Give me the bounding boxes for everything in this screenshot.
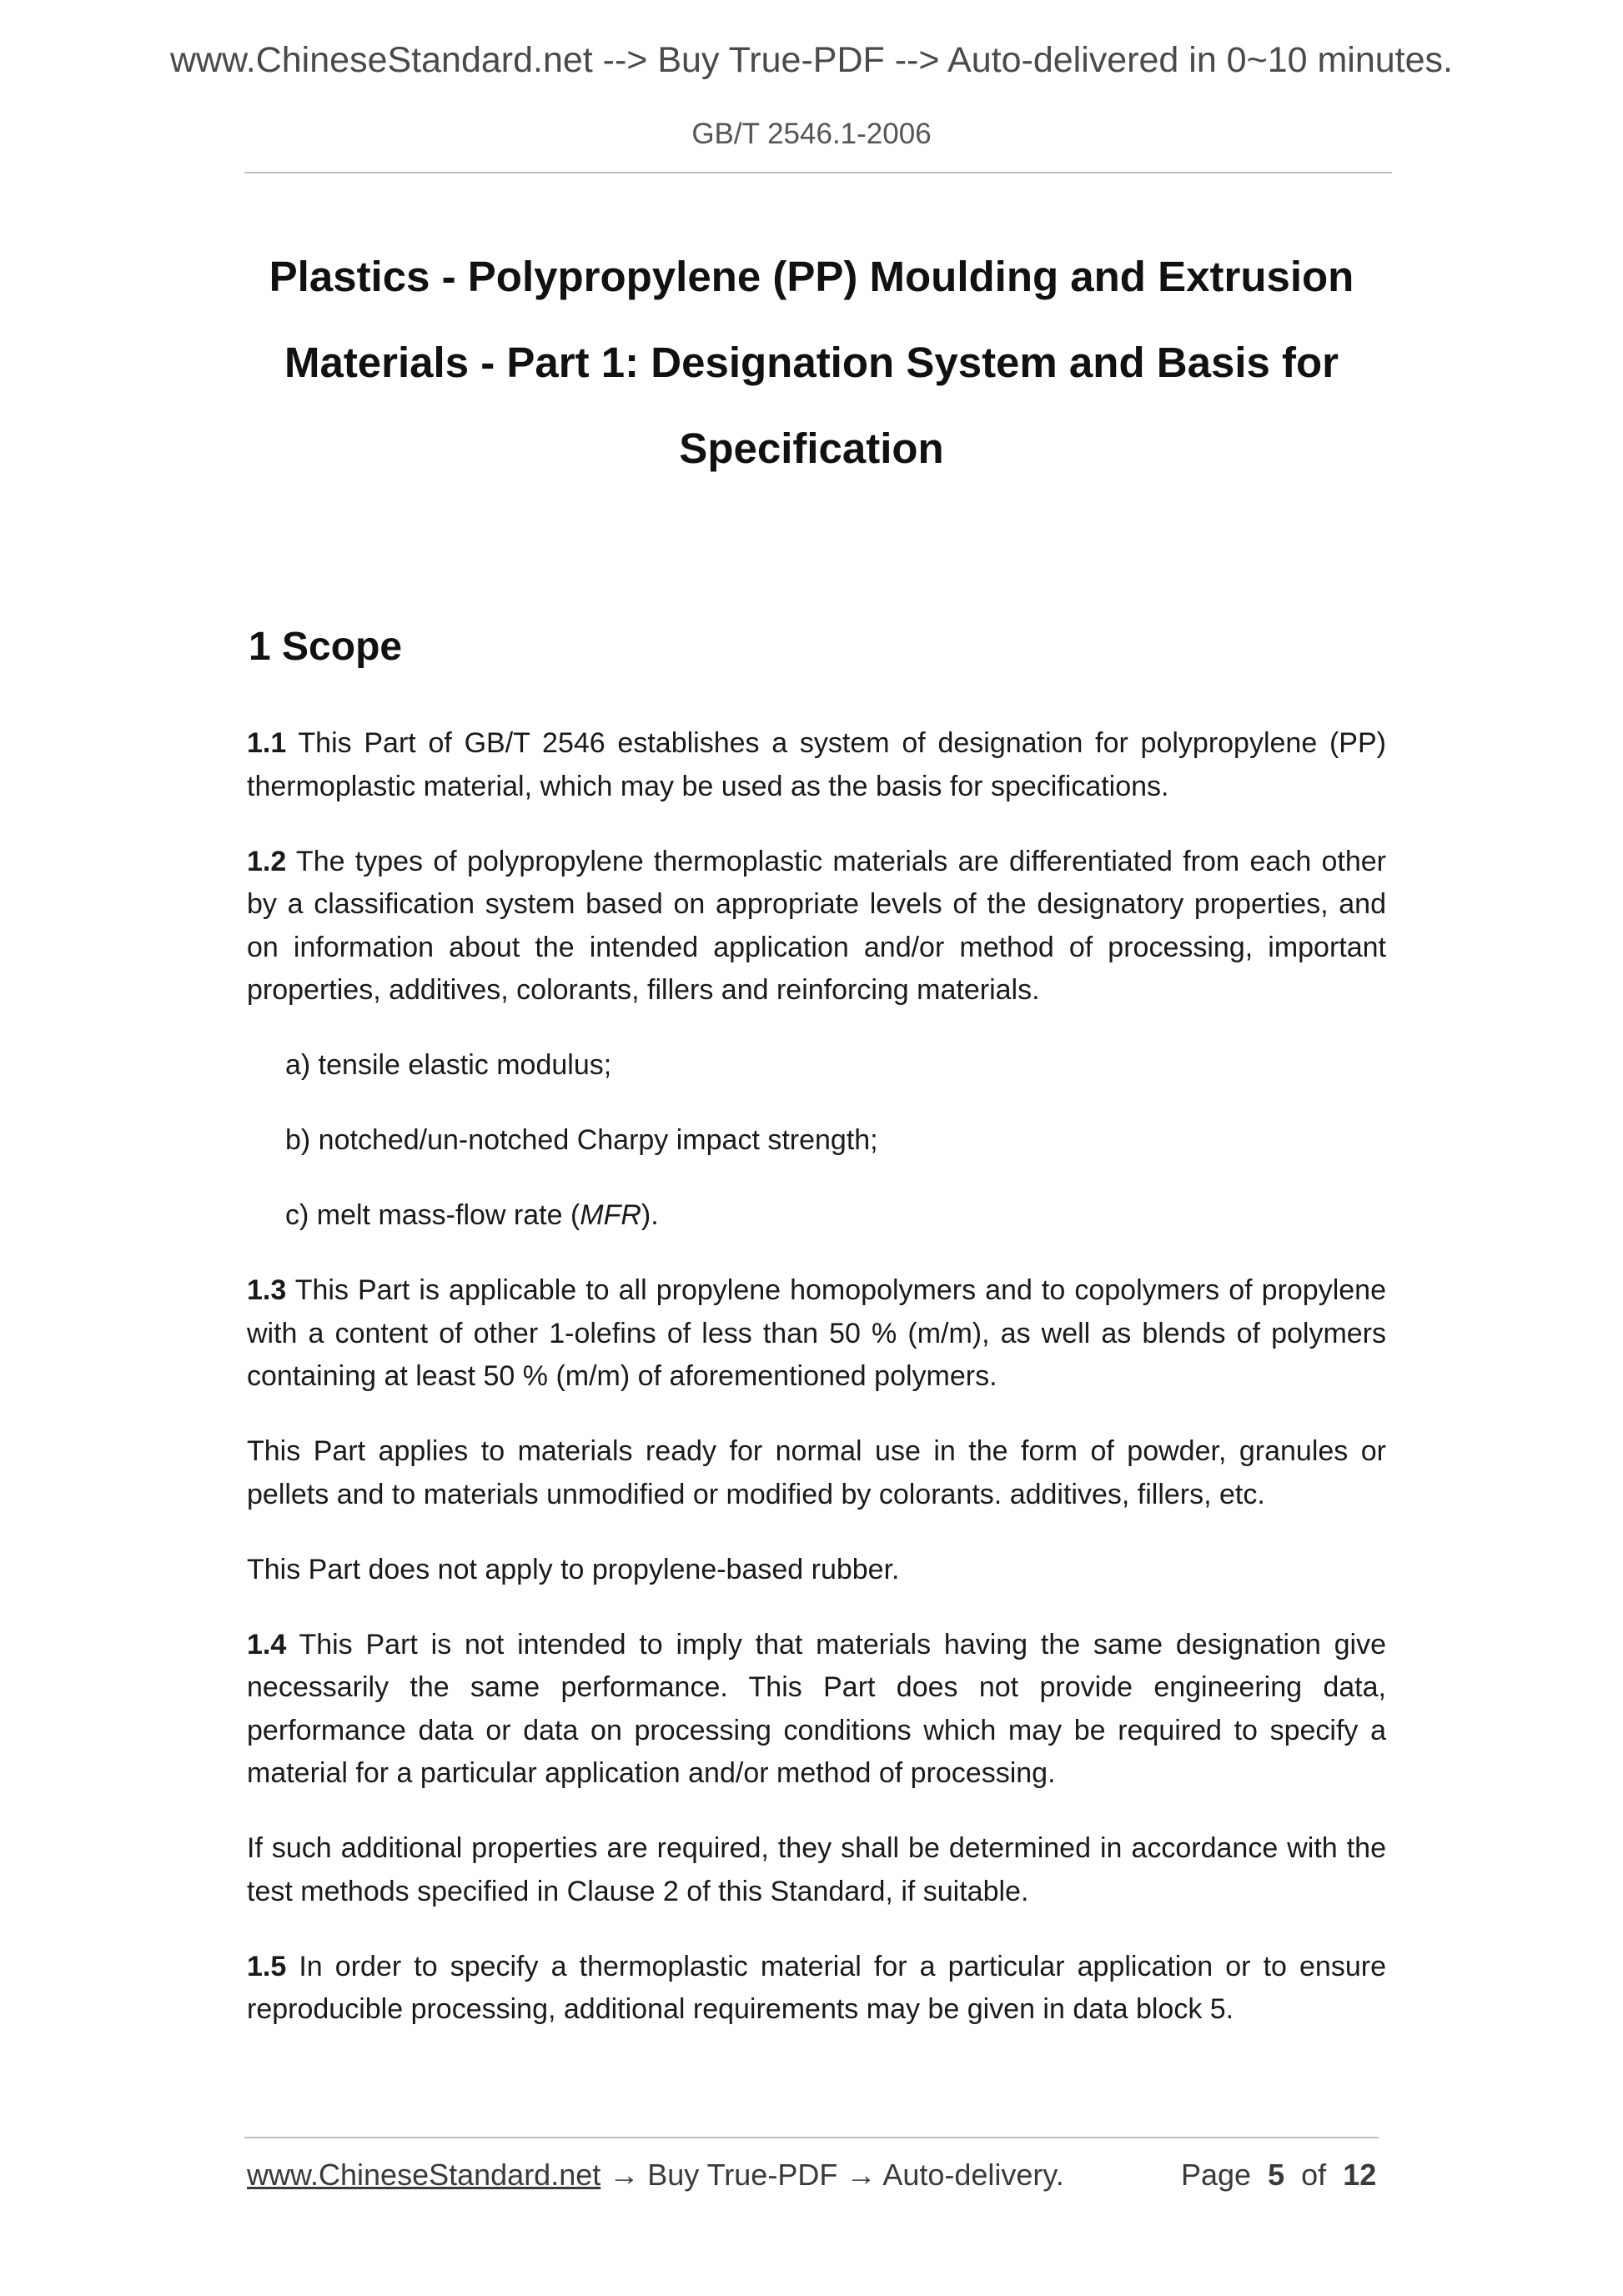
title-line-3: Specification [679,425,944,472]
scope-body [247,722,1386,2063]
page-indicator [1181,2158,1376,2193]
document-title [217,234,1406,491]
paragraph-1-3 [247,1269,1386,1399]
paragraph-1-4 [247,1624,1386,1796]
clause-number: 1.3 [247,1274,287,1306]
top-banner: www.ChineseStandard.net --> Buy True-PDF --> Auto-delivered in 0~10 minutes. [169,40,1453,80]
paragraph-1-2 [247,841,1386,1012]
footer-link [247,2158,1064,2193]
clause-number: 1.1 [247,727,287,759]
page-label: Page [1181,2158,1252,2192]
page-number: 5 [1268,2158,1285,2192]
paragraph-text: This Part is not intended to imply that materials having the same designation give necessarily the same performance. This Part does not provide engineering data, performance data or data on processing conditions which may be required to specify a material for a particular application and/or method of processing. [247,1628,1386,1789]
header-divider [244,172,1392,173]
clause-number: 1.2 [247,845,287,877]
paragraph-text: This Part is applicable to all propylene homopolymers and to copolymers of propylene with a content of other 1-olefins of less than 50 % (m/m), as well as blends of polymers containing at least 50 % (m/m) of aforementioned polymers. [247,1274,1386,1392]
footer-link-suffix: → Buy True-PDF → Auto-delivery. [600,2158,1064,2192]
page-total: 12 [1343,2158,1377,2192]
paragraph-text: This Part of GB/T 2546 establishes a system of designation for polypropylene (PP) thermoplastic material, which may be used as the basis for specifications. [247,727,1386,802]
title-line-1: Plastics - Polypropylene (PP) Moulding and Extrusion [269,253,1354,300]
list-item-text: c) melt mass-flow rate ( [285,1199,580,1231]
paragraph-1-5 [247,1946,1386,2032]
paragraph-text: The types of polypropylene thermoplastic materials are differentiated from each other by a classification system based on appropriate levels of the designatory properties, and on information about the intended application and/or method of processing, important properties, additives, colorants, fillers and reinforcing materials. [247,845,1386,1006]
website-link[interactable]: www.ChineseStandard.net [247,2158,601,2192]
standard-code: GB/T 2546.1-2006 [691,118,932,150]
footer-divider [244,2137,1379,2138]
of-label: of [1301,2158,1327,2192]
mfr-abbreviation: MFR [580,1199,641,1231]
paragraph-1-3-c: This Part does not apply to propylene-based rubber. [247,1553,900,1585]
list-item-b: b) notched/un-notched Charpy impact strength; [285,1124,878,1156]
paragraph-text: In order to specify a thermoplastic material for a particular application or to ensure reproducible processing, additional requirements may be given in data block 5. [247,1950,1386,2025]
title-line-2: Materials - Part 1: Designation System and Basis for [284,339,1339,386]
clause-number: 1.5 [247,1950,287,1982]
clause-number: 1.4 [247,1628,287,1660]
list-item-a: a) tensile elastic modulus; [285,1049,612,1081]
paragraph-1-4-b: If such additional properties are required, they shall be determined in accordance with the test methods specified in Clause 2 of this Standard, if suitable. [247,1832,1386,1907]
list-item-c [247,1194,1386,1238]
paragraph-1-1 [247,722,1386,808]
list-item-text: ). [641,1199,659,1231]
paragraph-1-3-b: This Part applies to materials ready for normal use in the form of powder, granules or pellets and to materials unmodified or modified by colorants. additives, fillers, etc. [247,1435,1386,1510]
section-heading-scope: 1 Scope [249,625,403,669]
